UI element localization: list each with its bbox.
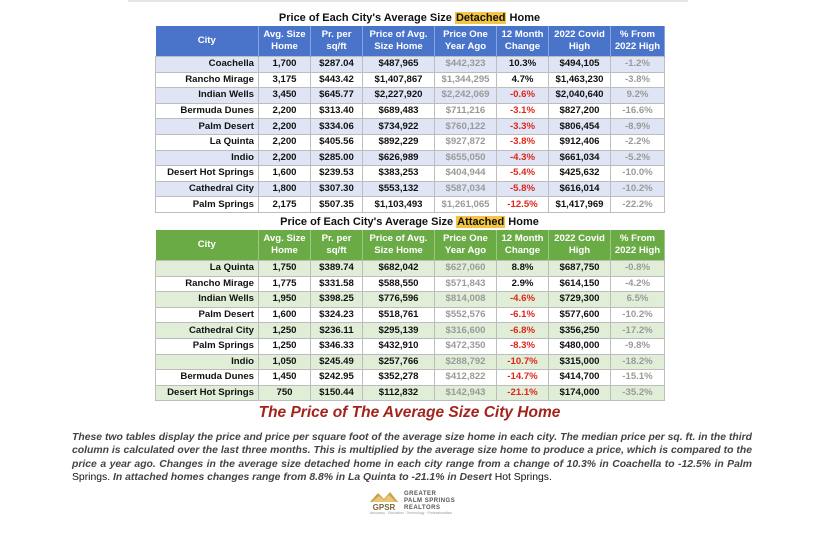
attached-cell: $472,350 <box>435 338 497 354</box>
attached-cell: -17.2% <box>611 323 665 339</box>
detached-body <box>156 57 665 213</box>
detached-table-row <box>156 134 665 150</box>
attached-cell: 1,600 <box>259 307 311 323</box>
detached-cell: $1,261,065 <box>435 197 497 213</box>
detached-table-row <box>156 150 665 166</box>
detached-cell: $553,132 <box>363 181 435 197</box>
detached-cell: -2.2% <box>611 134 665 150</box>
detached-cell: Cathedral City <box>156 181 259 197</box>
attached-table-row <box>156 292 665 308</box>
attached-cell: -6.1% <box>497 307 549 323</box>
attached-header-row <box>156 230 665 261</box>
detached-cell: Desert Hot Springs <box>156 166 259 182</box>
attached-cell: $552,576 <box>435 307 497 323</box>
section-heading: The Price of The Average Size City Home <box>258 404 561 421</box>
description-paragraph <box>72 431 752 485</box>
paragraph-part-d: Hot Springs. <box>494 472 552 484</box>
detached-cell: $655,050 <box>435 150 497 166</box>
detached-cell: -4.3% <box>497 150 549 166</box>
attached-cell: $588,550 <box>363 276 435 292</box>
attached-cell: 1,250 <box>259 323 311 339</box>
attached-header-cell: Price One Year Ago <box>435 230 497 261</box>
attached-cell: -8.3% <box>497 338 549 354</box>
detached-cell: $494,105 <box>549 57 611 73</box>
detached-header-cell: Avg. Size Home <box>259 26 311 57</box>
detached-cell: Palm Springs <box>156 197 259 213</box>
detached-header-cell: % From 2022 High <box>611 26 665 57</box>
attached-table-row <box>156 370 665 386</box>
attached-title-suffix: Home <box>505 216 539 228</box>
attached-cell: 1,750 <box>259 261 311 277</box>
detached-cell: $616,014 <box>549 181 611 197</box>
paragraph-part-a: These two tables display the price and price per square foot of the average size home in each city. The median price per sq. ft. in the third column is calculated over the last three months. This is multiplied by the average size home to produce a price, which is compared to the price a year ago. Changes in the average size detached home in each city range from a change of 10.3% in Coachella to -12.5% in Palm <box>72 432 752 470</box>
top-divider <box>128 0 688 2</box>
detached-cell: Bermuda Dunes <box>156 103 259 119</box>
attached-cell: $814,008 <box>435 292 497 308</box>
detached-cell: $1,103,493 <box>363 197 435 213</box>
detached-cell: $661,034 <box>549 150 611 166</box>
detached-cell: -0.6% <box>497 88 549 104</box>
attached-cell: -14.7% <box>497 370 549 386</box>
attached-cell: La Quinta <box>156 261 259 277</box>
detached-header-cell: Price One Year Ago <box>435 26 497 57</box>
detached-cell: 1,800 <box>259 181 311 197</box>
attached-cell: $257,766 <box>363 354 435 370</box>
attached-table-title <box>155 216 664 228</box>
detached-cell: 4.7% <box>497 72 549 88</box>
detached-cell: La Quinta <box>156 134 259 150</box>
attached-cell: -0.8% <box>611 261 665 277</box>
detached-cell: $927,872 <box>435 134 497 150</box>
attached-table-row <box>156 261 665 277</box>
detached-cell: -1.2% <box>611 57 665 73</box>
logo-wordmark <box>404 491 455 512</box>
attached-table-row <box>156 276 665 292</box>
detached-table-title <box>155 12 664 24</box>
attached-cell: $627,060 <box>435 261 497 277</box>
attached-header-cell: 12 Month Change <box>497 230 549 261</box>
attached-cell: $236.11 <box>311 323 363 339</box>
detached-table-row <box>156 103 665 119</box>
detached-cell: $405.56 <box>311 134 363 150</box>
detached-cell: $313.40 <box>311 103 363 119</box>
attached-cell: $242.95 <box>311 370 363 386</box>
detached-cell: 10.3% <box>497 57 549 73</box>
attached-cell: $729,300 <box>549 292 611 308</box>
detached-header-cell: City <box>156 26 259 57</box>
attached-cell: $112,832 <box>363 385 435 401</box>
detached-cell: 2,200 <box>259 103 311 119</box>
detached-table-row <box>156 72 665 88</box>
detached-cell: $1,344,295 <box>435 72 497 88</box>
detached-cell: -5.2% <box>611 150 665 166</box>
detached-cell: $760,122 <box>435 119 497 135</box>
attached-cell: 1,050 <box>259 354 311 370</box>
detached-header-cell: Pr. per sq/ft <box>311 26 363 57</box>
detached-cell: -10.2% <box>611 181 665 197</box>
detached-cell: -3.1% <box>497 103 549 119</box>
detached-cell: $443.42 <box>311 72 363 88</box>
attached-cell: 2.9% <box>497 276 549 292</box>
detached-cell: $1,417,969 <box>549 197 611 213</box>
attached-table <box>155 230 665 401</box>
attached-cell: Indian Wells <box>156 292 259 308</box>
detached-table-row <box>156 197 665 213</box>
logo-line-2: PALM SPRINGS <box>404 498 456 504</box>
detached-cell: 9.2% <box>611 88 665 104</box>
detached-cell: $912,406 <box>549 134 611 150</box>
attached-table-row <box>156 338 665 354</box>
detached-cell: -16.6% <box>611 103 665 119</box>
detached-title-suffix: Home <box>506 12 541 24</box>
detached-cell: $827,200 <box>549 103 611 119</box>
attached-cell: -15.1% <box>611 370 665 386</box>
attached-cell: $389.74 <box>311 261 363 277</box>
attached-cell: $150.44 <box>311 385 363 401</box>
attached-cell: $577,600 <box>549 307 611 323</box>
detached-table-row <box>156 88 665 104</box>
detached-header-row <box>156 26 665 57</box>
attached-cell: $245.49 <box>311 354 363 370</box>
attached-cell: Palm Desert <box>156 307 259 323</box>
detached-cell: Coachella <box>156 57 259 73</box>
attached-cell: -10.2% <box>611 307 665 323</box>
attached-table-row <box>156 354 665 370</box>
paragraph-part-c: In attached homes changes range from 8.8% in La Quinta to -21.1% in Desert <box>110 472 495 484</box>
attached-header-cell: % From 2022 High <box>611 230 665 261</box>
attached-cell: $480,000 <box>549 338 611 354</box>
attached-header-cell: Price of Avg. Size Home <box>363 230 435 261</box>
detached-cell: $806,454 <box>549 119 611 135</box>
attached-cell: Palm Springs <box>156 338 259 354</box>
detached-cell: 2,200 <box>259 134 311 150</box>
attached-cell: $295,139 <box>363 323 435 339</box>
attached-header-cell: City <box>156 230 259 261</box>
attached-table-row <box>156 323 665 339</box>
detached-title-text: Price of Each City's Average Size <box>278 12 455 24</box>
logo-line-1: GREATER <box>404 491 437 497</box>
detached-cell: $645.77 <box>311 88 363 104</box>
detached-cell: 3,450 <box>259 88 311 104</box>
attached-cell: $687,750 <box>549 261 611 277</box>
attached-cell: 1,450 <box>259 370 311 386</box>
detached-cell: 1,700 <box>259 57 311 73</box>
detached-cell: $507.35 <box>311 197 363 213</box>
attached-cell: $316,600 <box>435 323 497 339</box>
attached-table-row <box>156 385 665 401</box>
logo-mark-text: GPSR <box>372 503 396 512</box>
detached-cell: Indio <box>156 150 259 166</box>
attached-cell: 8.8% <box>497 261 549 277</box>
detached-table-row <box>156 119 665 135</box>
detached-table-row <box>156 166 665 182</box>
attached-cell: -4.2% <box>611 276 665 292</box>
attached-cell: -35.2% <box>611 385 665 401</box>
attached-cell: 1,950 <box>259 292 311 308</box>
attached-cell: -4.6% <box>497 292 549 308</box>
detached-cell: -5.8% <box>497 181 549 197</box>
attached-cell: $356,250 <box>549 323 611 339</box>
detached-cell: $2,227,920 <box>363 88 435 104</box>
detached-cell: -12.5% <box>497 197 549 213</box>
detached-cell: -22.2% <box>611 197 665 213</box>
detached-cell: $404,944 <box>435 166 497 182</box>
attached-cell: -21.1% <box>497 385 549 401</box>
attached-cell: Rancho Mirage <box>156 276 259 292</box>
detached-cell: $2,040,640 <box>549 88 611 104</box>
attached-cell: $142,943 <box>435 385 497 401</box>
attached-cell: $324.23 <box>311 307 363 323</box>
detached-table <box>155 26 665 213</box>
detached-cell: Palm Desert <box>156 119 259 135</box>
attached-title-highlight: Attached <box>457 216 505 228</box>
detached-header-cell: 2022 Covid High <box>549 26 611 57</box>
detached-header-cell: 12 Month Change <box>497 26 549 57</box>
detached-table-row <box>156 181 665 197</box>
attached-cell: Cathedral City <box>156 323 259 339</box>
attached-header-cell: 2022 Covid High <box>549 230 611 261</box>
detached-cell: $425,632 <box>549 166 611 182</box>
gpsr-logo <box>366 488 456 514</box>
attached-cell: $315,000 <box>549 354 611 370</box>
detached-cell: -10.0% <box>611 166 665 182</box>
attached-cell: $432,910 <box>363 338 435 354</box>
attached-cell: Desert Hot Springs <box>156 385 259 401</box>
detached-cell: $711,216 <box>435 103 497 119</box>
detached-cell: $487,965 <box>363 57 435 73</box>
attached-cell: 1,250 <box>259 338 311 354</box>
detached-cell: 2,200 <box>259 150 311 166</box>
attached-cell: $288,792 <box>435 354 497 370</box>
attached-cell: $174,000 <box>549 385 611 401</box>
attached-cell: -9.8% <box>611 338 665 354</box>
attached-cell: $352,278 <box>363 370 435 386</box>
detached-cell: -3.8% <box>611 72 665 88</box>
detached-cell: $307.30 <box>311 181 363 197</box>
attached-cell: Bermuda Dunes <box>156 370 259 386</box>
attached-header-cell: Pr. per sq/ft <box>311 230 363 261</box>
paragraph-part-b: Springs. <box>72 472 111 484</box>
detached-cell: $442,323 <box>435 57 497 73</box>
detached-cell: -8.9% <box>611 119 665 135</box>
detached-cell: -3.8% <box>497 134 549 150</box>
detached-cell: $383,253 <box>363 166 435 182</box>
detached-cell: -3.3% <box>497 119 549 135</box>
logo-line-3: REALTORS <box>404 505 441 511</box>
attached-cell: $346.33 <box>311 338 363 354</box>
attached-cell: $682,042 <box>363 261 435 277</box>
attached-cell: 1,775 <box>259 276 311 292</box>
attached-title-text: Price of Each City's Average Size <box>280 216 457 228</box>
detached-cell: $626,989 <box>363 150 435 166</box>
attached-cell: $571,843 <box>435 276 497 292</box>
attached-cell: 750 <box>259 385 311 401</box>
attached-cell: $614,150 <box>549 276 611 292</box>
detached-cell: 2,175 <box>259 197 311 213</box>
attached-header-cell: Avg. Size Home <box>259 230 311 261</box>
detached-cell: $587,034 <box>435 181 497 197</box>
attached-cell: Indio <box>156 354 259 370</box>
attached-cell: $398.25 <box>311 292 363 308</box>
attached-cell: $518,761 <box>363 307 435 323</box>
attached-cell: -10.7% <box>497 354 549 370</box>
detached-cell: $287.04 <box>311 57 363 73</box>
detached-header-cell: Price of Avg. Size Home <box>363 26 435 57</box>
detached-cell: $285.00 <box>311 150 363 166</box>
attached-cell: $776,596 <box>363 292 435 308</box>
detached-cell: $689,483 <box>363 103 435 119</box>
attached-cell: $412,822 <box>435 370 497 386</box>
attached-cell: -6.8% <box>497 323 549 339</box>
detached-cell: $1,463,230 <box>549 72 611 88</box>
detached-cell: Indian Wells <box>156 88 259 104</box>
detached-cell: $2,242,069 <box>435 88 497 104</box>
detached-cell: $239.53 <box>311 166 363 182</box>
detached-cell: 2,200 <box>259 119 311 135</box>
attached-body <box>156 261 665 401</box>
attached-table-row <box>156 307 665 323</box>
logo-tagline: Advocacy · Education · Technology · Professionalism <box>369 511 453 515</box>
detached-cell: Rancho Mirage <box>156 72 259 88</box>
detached-table-row <box>156 57 665 73</box>
detached-cell: 3,175 <box>259 72 311 88</box>
detached-cell: $1,407,867 <box>363 72 435 88</box>
detached-title-highlight: Detached <box>455 12 506 24</box>
detached-cell: $892,229 <box>363 134 435 150</box>
detached-cell: -5.4% <box>497 166 549 182</box>
attached-cell: 6.5% <box>611 292 665 308</box>
detached-cell: 1,600 <box>259 166 311 182</box>
detached-cell: $734,922 <box>363 119 435 135</box>
attached-cell: $414,700 <box>549 370 611 386</box>
attached-cell: -18.2% <box>611 354 665 370</box>
detached-cell: $334.06 <box>311 119 363 135</box>
attached-cell: $331.58 <box>311 276 363 292</box>
